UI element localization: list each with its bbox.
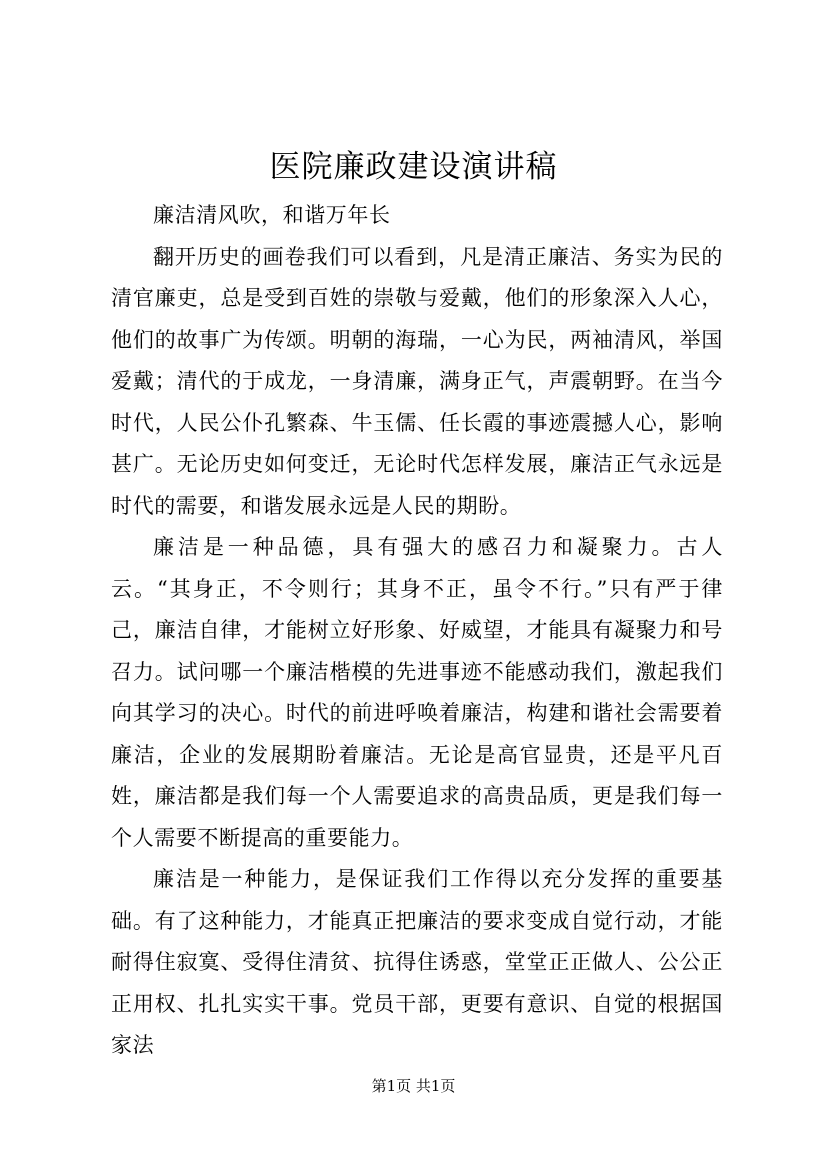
document-body xyxy=(111,195,723,1067)
paragraph: 廉洁是一种品德，具有强大的感召力和凝聚力。古人云。“其身正，不令则行；其身不正，虽令不行。”只有严于律己，廉洁自律，才能树立好形象、好威望，才能具有凝聚力和号召力。试问哪一个廉洁楷模的先进事迹不能感动我们，激起我们向其学习的决心。时代的前进呼唤着廉洁，构建和谐社会需要着廉洁，企业的发展期盼着廉洁。无论是高官显贵，还是平凡百姓，廉洁都是我们每一个人需要追求的高贵品质，更是我们每一个人需要不断提高的重要能力。 xyxy=(111,535,723,850)
paragraph: 翻开历史的画卷我们可以看到，凡是清正廉洁、务实为民的清官廉吏，总是受到百姓的崇敬与爱戴，他们的形象深入人心，他们的故事广为传颂。明朝的海瑞，一心为民，两袖清风，举国爱戴；清代的于成龙，一身清廉，满身正气，声震朝野。在当今时代，人民公仆孔繁森、牛玉儒、任长霞的事迹震撼人心，影响甚广。无论历史如何变迁，无论时代怎样发展，廉洁正气永远是时代的需要，和谐发展永远是人民的期盼。 xyxy=(111,244,723,518)
page-number-footer: 第1页 共1页 xyxy=(371,1077,456,1095)
document-title: 医院廉政建设演讲稿 xyxy=(269,149,558,185)
paragraph: 廉洁是一种能力，是保证我们工作得以充分发挥的重要基础。有了这种能力，才能真正把廉洁的要求变成自觉行动，才能耐得住寂寞、受得住清贫、抗得住诱惑，堂堂正正做人、公公正正用权、扎扎实实干事。党员干部，更要有意识、自觉的根据国家法 xyxy=(111,867,723,1057)
paragraph-subtitle: 廉洁清风吹，和谐万年长 xyxy=(153,203,391,227)
